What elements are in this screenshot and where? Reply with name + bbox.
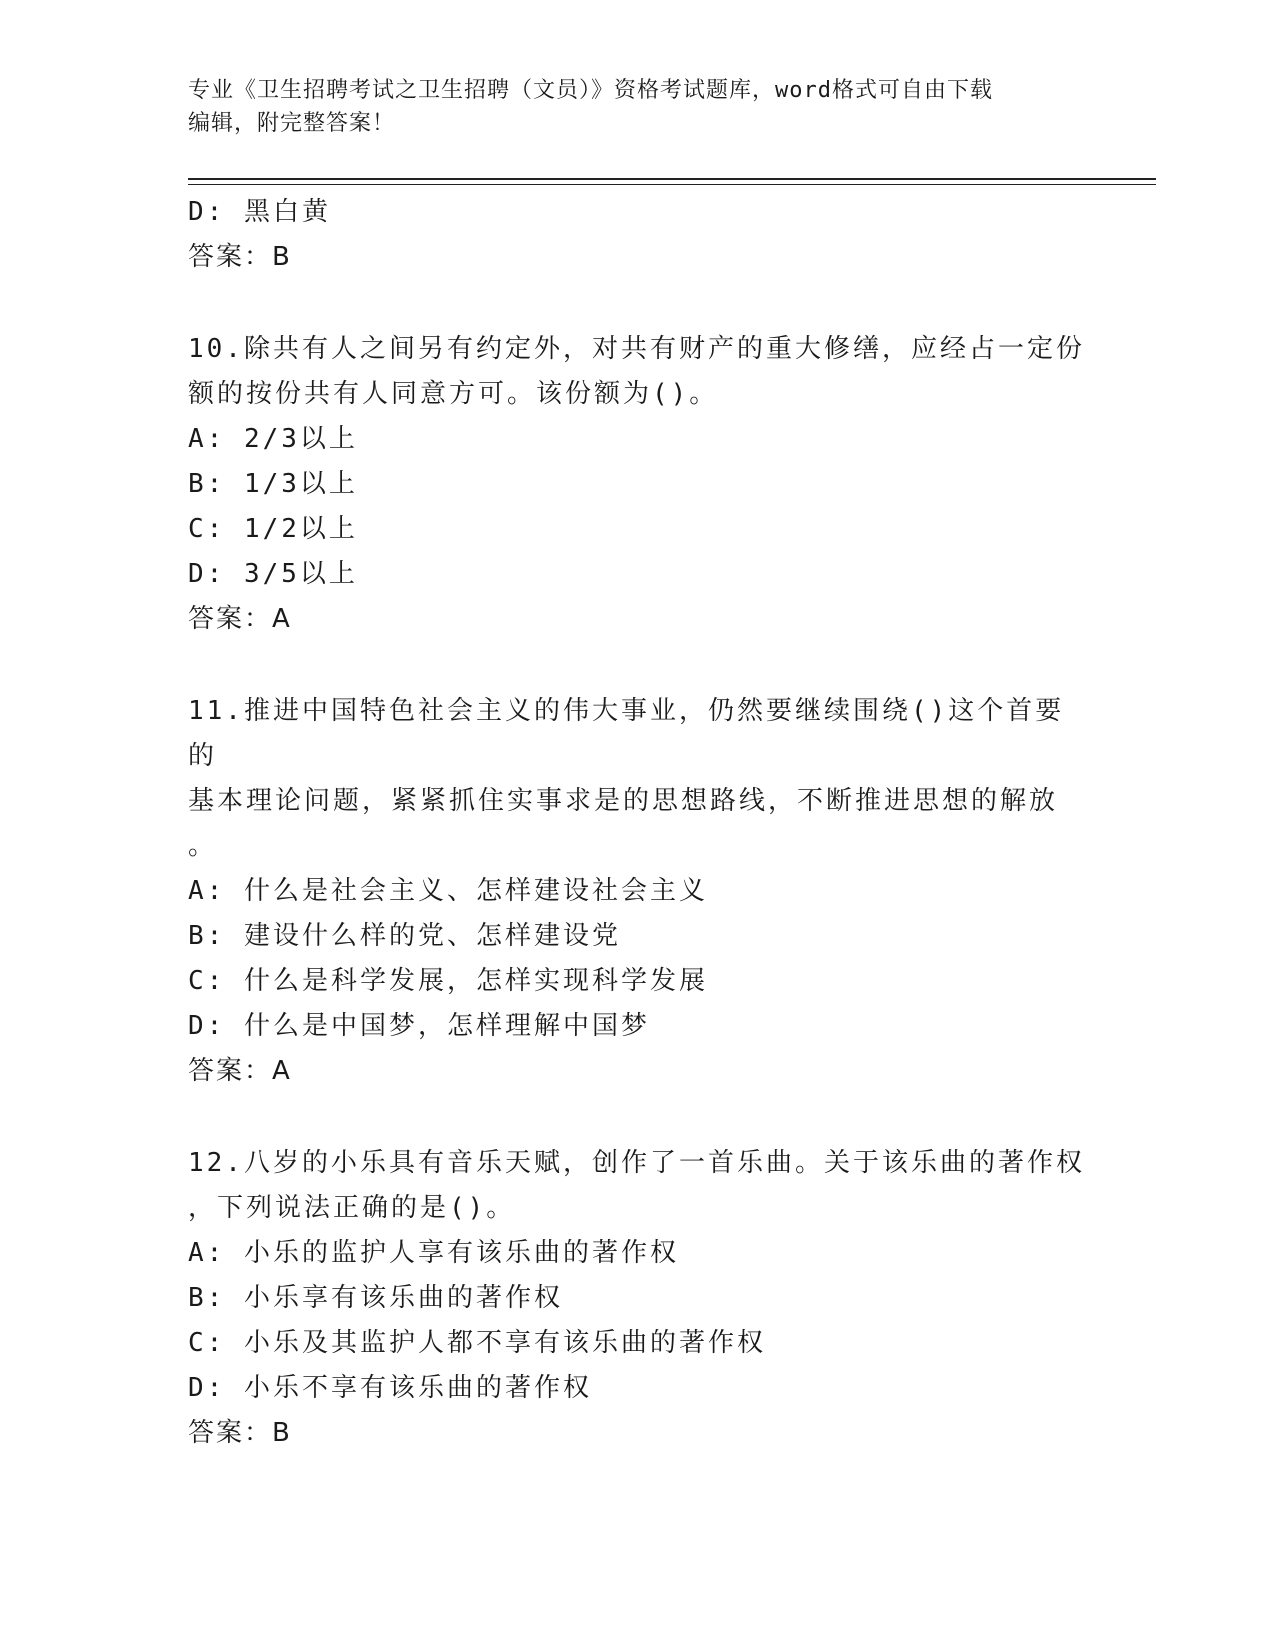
question-spacer (188, 280, 1088, 327)
header-divider-thick (188, 178, 1156, 180)
question-stem: 10.除共有人之间另有约定外，对共有财产的重大修缮，应经占一定份 (188, 334, 1085, 364)
prev-answer: 答案：B (188, 242, 292, 272)
option-d: D: 小乐不享有该乐曲的著作权 (188, 1373, 592, 1403)
question-spacer (188, 1094, 1088, 1141)
document-header (188, 74, 1088, 140)
answer: 答案：A (188, 1056, 292, 1086)
question-10 (188, 327, 1088, 642)
option-a: A: 2/3以上 (188, 424, 358, 454)
question-content (188, 190, 1088, 1456)
question-stem: 额的按份共有人同意方可。该份额为()。 (188, 379, 719, 409)
question-stem: ，下列说法正确的是()。 (188, 1193, 516, 1223)
prev-option-d: D: 黑白黄 (188, 197, 331, 227)
answer: 答案：A (188, 604, 292, 634)
question-stem: 12.八岁的小乐具有音乐天赋，创作了一首乐曲。关于该乐曲的著作权 (188, 1148, 1085, 1178)
header-line-2: 编辑，附完整答案！ (188, 111, 396, 136)
header-line-1: 专业《卫生招聘考试之卫生招聘（文员）》资格考试题库，word格式可自由下载 (188, 78, 993, 103)
option-b: B: 建设什么样的党、怎样建设党 (188, 921, 621, 951)
option-c: C: 1/2以上 (188, 514, 358, 544)
question-12 (188, 1141, 1088, 1456)
question-spacer (188, 642, 1088, 689)
option-b: B: 小乐享有该乐曲的著作权 (188, 1283, 563, 1313)
option-a: A: 什么是社会主义、怎样建设社会主义 (188, 876, 708, 906)
option-c: C: 什么是科学发展，怎样实现科学发展 (188, 966, 708, 996)
question-stem: 基本理论问题，紧紧抓住实事求是的思想路线，不断推进思想的解放 (188, 786, 1059, 816)
option-d: D: 什么是中国梦，怎样理解中国梦 (188, 1011, 650, 1041)
question-stem: 。 (188, 831, 218, 861)
header-divider-thin (188, 184, 1156, 185)
option-d: D: 3/5以上 (188, 559, 358, 589)
question-11 (188, 689, 1088, 1094)
question-stem: 11.推进中国特色社会主义的伟大事业，仍然要继续围绕()这个首要的 (188, 696, 1065, 771)
option-c: C: 小乐及其监护人都不享有该乐曲的著作权 (188, 1328, 766, 1358)
option-b: B: 1/3以上 (188, 469, 358, 499)
option-a: A: 小乐的监护人享有该乐曲的著作权 (188, 1238, 679, 1268)
answer: 答案：B (188, 1418, 292, 1448)
